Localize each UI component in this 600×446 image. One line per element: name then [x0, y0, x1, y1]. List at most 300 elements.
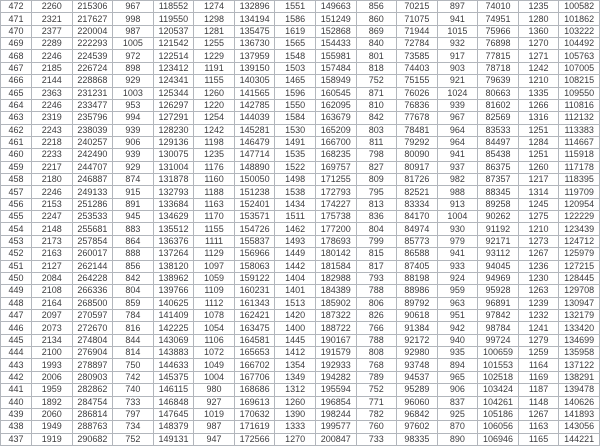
- table-cell: 942: [437, 322, 478, 334]
- table-cell: 138120: [153, 260, 194, 272]
- table-cell: 135958: [559, 347, 600, 359]
- number-table-body: [1, 1, 600, 446]
- table-cell: 939: [113, 124, 154, 136]
- table-cell: 112132: [559, 112, 600, 124]
- table-cell: 168686: [234, 384, 275, 396]
- table-cell: 163475: [234, 322, 275, 334]
- table-cell: 168235: [315, 149, 356, 161]
- table-cell: 1270: [518, 38, 559, 50]
- table-cell: 93112: [478, 248, 519, 260]
- table-cell: 1169: [518, 371, 559, 383]
- table-cell: 264228: [72, 272, 113, 284]
- table-cell: 945: [113, 211, 154, 223]
- table-cell: 1229: [194, 50, 235, 62]
- table-cell: 1596: [275, 87, 316, 99]
- table-cell: 1106: [194, 334, 235, 346]
- table-cell: 146848: [153, 396, 194, 408]
- table-row: [1, 272, 600, 284]
- table-cell: 138962: [153, 272, 194, 284]
- table-cell: 100582: [559, 1, 600, 13]
- table-cell: 162095: [315, 99, 356, 111]
- table-cell: 180142: [315, 248, 356, 260]
- table-cell: 1163: [194, 198, 235, 210]
- table-cell: 120537: [153, 25, 194, 37]
- table-cell: 932: [437, 38, 478, 50]
- table-cell: 1522: [275, 161, 316, 173]
- table-cell: 449: [1, 285, 32, 297]
- table-cell: 1280: [518, 13, 559, 25]
- table-cell: 462: [1, 124, 32, 136]
- table-cell: 85438: [478, 149, 519, 161]
- table-cell: 750: [113, 359, 154, 371]
- table-cell: 106056: [478, 421, 519, 433]
- table-cell: 246887: [72, 174, 113, 186]
- table-cell: 2217: [32, 161, 73, 173]
- table-cell: 813: [356, 198, 397, 210]
- table-cell: 1535: [275, 149, 316, 161]
- table-cell: 128445: [559, 272, 600, 284]
- table-row: [1, 309, 600, 321]
- table-cell: 286814: [72, 408, 113, 420]
- table-cell: 1019: [194, 408, 235, 420]
- table-cell: 194282: [315, 371, 356, 383]
- table-cell: 1404: [275, 272, 316, 284]
- table-cell: 118395: [559, 174, 600, 186]
- table-cell: 1335: [518, 87, 559, 99]
- table-cell: 1241: [518, 322, 559, 334]
- table-cell: 78481: [397, 124, 438, 136]
- table-cell: 980: [194, 384, 235, 396]
- table-cell: 467: [1, 62, 32, 74]
- table-cell: 1148: [518, 396, 559, 408]
- table-cell: 90262: [478, 211, 519, 223]
- table-cell: 1235: [194, 149, 235, 161]
- table-cell: 964: [437, 136, 478, 148]
- table-cell: 1004: [437, 211, 478, 223]
- table-cell: 1266: [518, 99, 559, 111]
- table-cell: 1586: [275, 13, 316, 25]
- table-cell: 107005: [559, 62, 600, 74]
- table-cell: 811: [356, 136, 397, 148]
- table-cell: 459: [1, 161, 32, 173]
- table-cell: 86375: [478, 161, 519, 173]
- table-cell: 105763: [559, 50, 600, 62]
- table-cell: 76026: [397, 87, 438, 99]
- table-cell: 80663: [478, 87, 519, 99]
- table-cell: 172566: [234, 433, 275, 445]
- table-cell: 141565: [234, 87, 275, 99]
- table-row: [1, 211, 600, 223]
- table-cell: 444: [1, 347, 32, 359]
- table-cell: 464: [1, 99, 32, 111]
- table-cell: 88345: [478, 186, 519, 198]
- table-cell: 815: [356, 248, 397, 260]
- table-cell: 913: [437, 198, 478, 210]
- table-cell: 965: [437, 371, 478, 383]
- table-cell: 142785: [234, 99, 275, 111]
- table-cell: 933: [437, 260, 478, 272]
- table-row: [1, 161, 600, 173]
- table-cell: 1279: [518, 334, 559, 346]
- table-cell: 447: [1, 309, 32, 321]
- table-cell: 284754: [72, 396, 113, 408]
- table-cell: 94537: [397, 371, 438, 383]
- table-cell: 84974: [397, 223, 438, 235]
- table-cell: 82569: [478, 112, 519, 124]
- table-cell: 138291: [559, 371, 600, 383]
- table-cell: 257854: [72, 235, 113, 247]
- table-cell: 1239: [518, 297, 559, 309]
- table-cell: 1493: [275, 235, 316, 247]
- table-cell: 1078: [194, 309, 235, 321]
- table-cell: 73585: [397, 50, 438, 62]
- table-cell: 93748: [397, 359, 438, 371]
- table-row: [1, 136, 600, 148]
- table-cell: 766: [356, 322, 397, 334]
- table-cell: 2144: [32, 75, 73, 87]
- table-cell: 472: [1, 1, 32, 13]
- table-cell: 752: [113, 433, 154, 445]
- table-cell: 145281: [234, 124, 275, 136]
- table-cell: 92171: [478, 235, 519, 247]
- table-cell: 144633: [153, 359, 194, 371]
- table-cell: 124712: [559, 235, 600, 247]
- table-cell: 1260: [275, 396, 316, 408]
- table-cell: 141893: [559, 408, 600, 420]
- table-cell: 85773: [397, 235, 438, 247]
- table-row: [1, 260, 600, 272]
- table-cell: 157484: [315, 62, 356, 74]
- table-cell: 136730: [234, 38, 275, 50]
- table-cell: 987: [113, 25, 154, 37]
- table-cell: 136376: [153, 235, 194, 247]
- table-cell: 145375: [153, 371, 194, 383]
- table-cell: 2060: [32, 408, 73, 420]
- table-row: [1, 50, 600, 62]
- table-cell: 91192: [478, 223, 519, 235]
- table-cell: 798: [356, 149, 397, 161]
- table-cell: 440: [1, 396, 32, 408]
- table-cell: 1548: [275, 50, 316, 62]
- table-cell: 2243: [32, 124, 73, 136]
- table-cell: 171255: [315, 174, 356, 186]
- table-cell: 100659: [478, 347, 519, 359]
- table-cell: 115918: [559, 149, 600, 161]
- table-cell: 272670: [72, 322, 113, 334]
- table-cell: 74951: [478, 13, 519, 25]
- table-cell: 1511: [275, 211, 316, 223]
- table-cell: 1129: [194, 248, 235, 260]
- table-cell: 142225: [153, 322, 194, 334]
- table-cell: 818: [356, 62, 397, 74]
- table-cell: 458: [1, 174, 32, 186]
- table-cell: 240257: [72, 136, 113, 148]
- table-cell: 129136: [153, 136, 194, 148]
- table-cell: 80917: [397, 161, 438, 173]
- table-cell: 1163: [518, 421, 559, 433]
- table-cell: 217627: [72, 13, 113, 25]
- table-cell: 803: [356, 124, 397, 136]
- table-cell: 2246: [32, 186, 73, 198]
- table-cell: 98784: [478, 322, 519, 334]
- table-cell: 1360: [518, 25, 559, 37]
- table-cell: 130947: [559, 297, 600, 309]
- table-cell: 939: [113, 149, 154, 161]
- table-cell: 156966: [234, 248, 275, 260]
- table-cell: 856: [113, 260, 154, 272]
- table-cell: 187322: [315, 309, 356, 321]
- table-cell: 1160: [194, 174, 235, 186]
- table-cell: 2319: [32, 112, 73, 124]
- table-cell: 169613: [234, 396, 275, 408]
- table-cell: 1059: [194, 272, 235, 284]
- table-cell: 104261: [478, 396, 519, 408]
- table-cell: 1220: [194, 99, 235, 111]
- table-cell: 108215: [559, 75, 600, 87]
- table-cell: 255681: [72, 223, 113, 235]
- table-cell: 869: [356, 25, 397, 37]
- table-cell: 235796: [72, 112, 113, 124]
- table-row: [1, 347, 600, 359]
- table-cell: 290682: [72, 433, 113, 445]
- table-cell: 91384: [397, 322, 438, 334]
- table-cell: 278897: [72, 359, 113, 371]
- table-cell: 795: [356, 186, 397, 198]
- table-cell: 137959: [234, 50, 275, 62]
- table-cell: 94045: [478, 260, 519, 272]
- table-cell: 1072: [194, 347, 235, 359]
- table-cell: 178693: [315, 235, 356, 247]
- table-cell: 222293: [72, 38, 113, 50]
- table-cell: 1251: [518, 149, 559, 161]
- table-cell: 184389: [315, 285, 356, 297]
- table-cell: 154433: [315, 38, 356, 50]
- table-cell: 165209: [315, 124, 356, 136]
- table-cell: 242490: [72, 149, 113, 161]
- table-cell: 450: [1, 272, 32, 284]
- table-cell: 771: [356, 396, 397, 408]
- table-cell: 947: [194, 433, 235, 445]
- table-cell: 1210: [518, 223, 559, 235]
- table-cell: 74010: [478, 1, 519, 13]
- table-cell: 2163: [32, 248, 73, 260]
- table-cell: 1316: [518, 112, 559, 124]
- table-cell: 470: [1, 25, 32, 37]
- table-cell: 1260: [194, 87, 235, 99]
- table-cell: 1259: [518, 347, 559, 359]
- table-cell: 988: [437, 186, 478, 198]
- table-cell: 192933: [315, 359, 356, 371]
- table-cell: 804: [356, 223, 397, 235]
- table-cell: 133420: [559, 322, 600, 334]
- table-cell: 959: [437, 285, 478, 297]
- table-cell: 158063: [234, 260, 275, 272]
- table-cell: 117178: [559, 161, 600, 173]
- table-cell: 92172: [397, 334, 438, 346]
- table-cell: 276904: [72, 347, 113, 359]
- table-cell: 935: [437, 347, 478, 359]
- table-row: [1, 124, 600, 136]
- table-cell: 793: [356, 272, 397, 284]
- table-cell: 1949: [32, 421, 73, 433]
- table-cell: 105186: [478, 408, 519, 420]
- table-cell: 113383: [559, 124, 600, 136]
- table-cell: 251286: [72, 198, 113, 210]
- table-row: [1, 13, 600, 25]
- table-cell: 979: [437, 235, 478, 247]
- table-cell: 941: [437, 248, 478, 260]
- table-cell: 75155: [397, 75, 438, 87]
- table-cell: 133684: [153, 198, 194, 210]
- table-cell: 2377: [32, 25, 73, 37]
- table-cell: 1565: [275, 38, 316, 50]
- table-cell: 925: [437, 408, 478, 420]
- table-cell: 469: [1, 38, 32, 50]
- table-cell: 2084: [32, 272, 73, 284]
- table-cell: 951: [437, 309, 478, 321]
- table-cell: 120954: [559, 198, 600, 210]
- table-cell: 1503: [275, 62, 316, 74]
- table-cell: 471: [1, 13, 32, 25]
- table-cell: 244707: [72, 161, 113, 173]
- table-cell: 463: [1, 112, 32, 124]
- table-cell: 137122: [559, 359, 600, 371]
- table-cell: 742: [113, 371, 154, 383]
- table-row: [1, 38, 600, 50]
- table-row: [1, 112, 600, 124]
- table-cell: 1959: [32, 384, 73, 396]
- table-cell: 101862: [559, 13, 600, 25]
- table-cell: 1400: [275, 322, 316, 334]
- table-cell: 1230: [518, 272, 559, 284]
- table-cell: 76898: [478, 38, 519, 50]
- table-cell: 972: [113, 50, 154, 62]
- table-cell: 181584: [315, 260, 356, 272]
- table-cell: 97842: [478, 309, 519, 321]
- table-cell: 249133: [72, 186, 113, 198]
- table-cell: 888: [113, 248, 154, 260]
- table-cell: 81726: [397, 174, 438, 186]
- table-cell: 1498: [275, 174, 316, 186]
- table-row: [1, 408, 600, 420]
- table-cell: 170632: [234, 408, 275, 420]
- table-cell: 1176: [194, 161, 235, 173]
- table-cell: 903: [437, 62, 478, 74]
- table-cell: 842: [113, 272, 154, 284]
- table-cell: 101553: [478, 359, 519, 371]
- table-cell: 96842: [397, 408, 438, 420]
- table-cell: 132896: [234, 1, 275, 13]
- table-cell: 2134: [32, 334, 73, 346]
- table-cell: 454: [1, 223, 32, 235]
- table-cell: 1274: [194, 1, 235, 13]
- table-row: [1, 433, 600, 445]
- table-cell: 1491: [275, 136, 316, 148]
- table-cell: 466: [1, 75, 32, 87]
- table-cell: 268500: [72, 297, 113, 309]
- table-cell: 97602: [397, 421, 438, 433]
- table-cell: 460: [1, 149, 32, 161]
- table-cell: 930: [437, 223, 478, 235]
- table-cell: 1530: [275, 124, 316, 136]
- table-cell: 2233: [32, 149, 73, 161]
- table-cell: 121542: [153, 38, 194, 50]
- table-cell: 103222: [559, 25, 600, 37]
- table-cell: 1188: [194, 186, 235, 198]
- table-cell: 816: [113, 322, 154, 334]
- table-cell: 174227: [315, 198, 356, 210]
- table-cell: 185902: [315, 297, 356, 309]
- table-cell: 929: [113, 75, 154, 87]
- table-cell: 1550: [275, 99, 316, 111]
- table-cell: 826: [356, 309, 397, 321]
- table-cell: 940: [437, 334, 478, 346]
- table-cell: 456: [1, 198, 32, 210]
- table-cell: 80090: [397, 149, 438, 161]
- table-cell: 2180: [32, 174, 73, 186]
- table-cell: 844: [113, 334, 154, 346]
- table-cell: 441: [1, 384, 32, 396]
- table-cell: 171619: [234, 421, 275, 433]
- table-cell: 78718: [478, 62, 519, 74]
- table-cell: 871: [356, 87, 397, 99]
- table-cell: 1273: [518, 235, 559, 247]
- table-cell: 2321: [32, 13, 73, 25]
- table-cell: 921: [437, 75, 478, 87]
- table-cell: 804: [113, 285, 154, 297]
- table-cell: 836: [356, 211, 397, 223]
- table-cell: 84497: [478, 136, 519, 148]
- table-cell: 130075: [153, 149, 194, 161]
- table-cell: 152868: [315, 25, 356, 37]
- table-cell: 109550: [559, 87, 600, 99]
- table-cell: 134194: [234, 13, 275, 25]
- table-cell: 2173: [32, 235, 73, 247]
- table-cell: 967: [113, 1, 154, 13]
- table-cell: 147645: [153, 408, 194, 420]
- table-cell: 140625: [153, 297, 194, 309]
- table-cell: 140305: [234, 75, 275, 87]
- table-cell: 135512: [153, 223, 194, 235]
- table-cell: 215306: [72, 1, 113, 13]
- table-cell: 1111: [194, 235, 235, 247]
- table-cell: 1298: [194, 13, 235, 25]
- table-cell: 1584: [275, 112, 316, 124]
- table-cell: 2218: [32, 136, 73, 148]
- table-cell: 165653: [234, 347, 275, 359]
- table-cell: 1155: [194, 75, 235, 87]
- table-cell: 1242: [194, 124, 235, 136]
- table-row: [1, 384, 600, 396]
- table-cell: 788: [356, 334, 397, 346]
- table-cell: 128230: [153, 124, 194, 136]
- table-cell: 1251: [518, 124, 559, 136]
- table-cell: 144039: [234, 112, 275, 124]
- table-cell: 2246: [32, 99, 73, 111]
- table-cell: 1170: [194, 211, 235, 223]
- table-cell: 941: [437, 13, 478, 25]
- table-cell: 856: [356, 1, 397, 13]
- table-cell: 151249: [315, 13, 356, 25]
- table-cell: 166700: [315, 136, 356, 148]
- table-cell: 127215: [559, 260, 600, 272]
- table-row: [1, 198, 600, 210]
- table-cell: 79639: [478, 75, 519, 87]
- table-cell: 1445: [275, 334, 316, 346]
- table-cell: 167706: [234, 371, 275, 383]
- table-cell: 92980: [397, 347, 438, 359]
- table-cell: 198244: [315, 408, 356, 420]
